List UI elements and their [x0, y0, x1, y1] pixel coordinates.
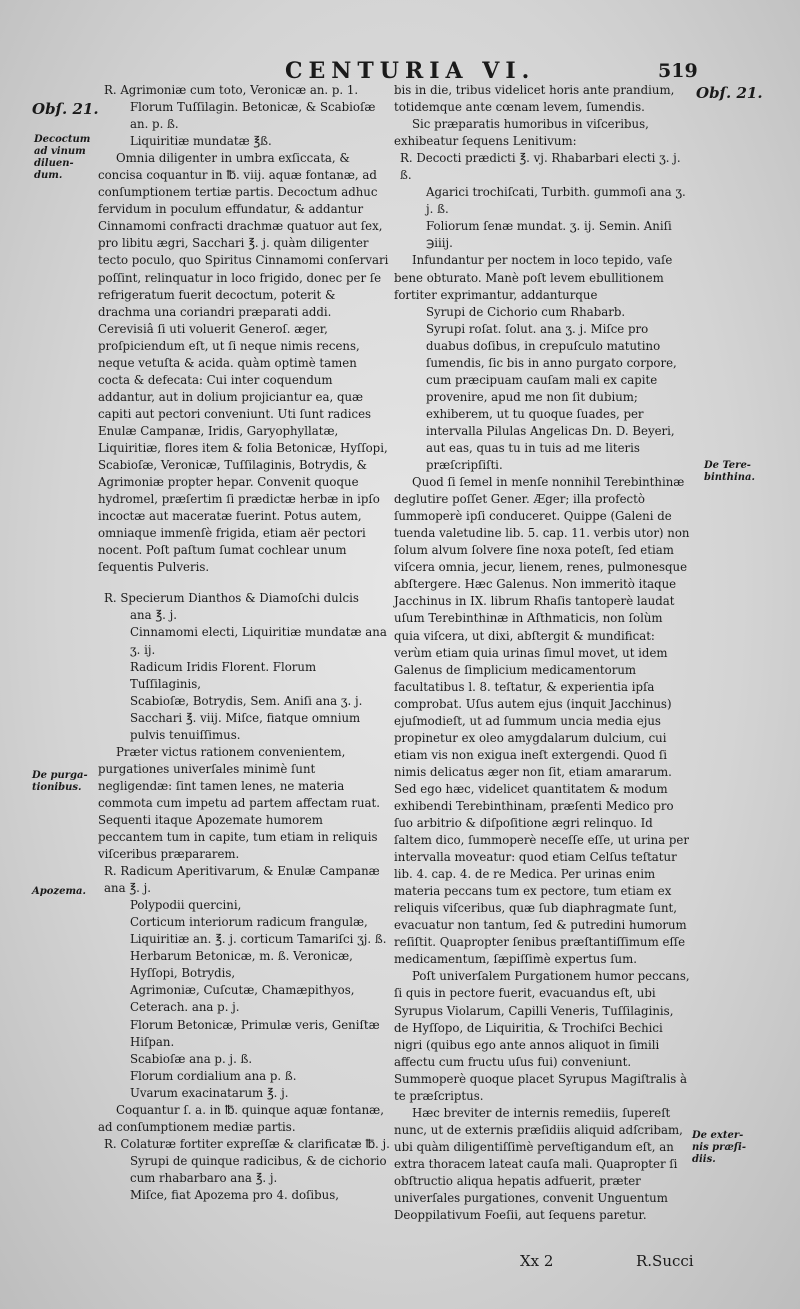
paragraph: Quod ſi ſemel in menſe nonnihil Terebinthinæ deglutire poſſet Gener. Æger; illa profectò ſummoperè ipſi conduceret. Quippe (Galeni de tuenda valetudine lib. 5. cap. 11. verbis utor) non ſolum alvum ſolvere ſine noxa poteſt, ſed etiam viſcera omnia, jecur, lienem, renes, pulmonesque abſtergere. Hæc Galenus. Non immeritò itaque Jacchinus in IX. librum Rhaſis tantoperè laudat uſum Terebinthinæ in Aſthmaticis, non ſolùm quia viſcera, ut dixi, abſtergit & mundificat: verùm etiam quia urinas ſimul movet, ut idem Galenus de ſimplicium medicamentorum facultatibus l. 8. teſtatur, & experientia ipſa comprobat. Uſus autem ejus (inquit Jacchinus) ejuſmodieſt, ut ad ſummum uncia media ejus propinetur ex oleo amygdalarum dulcium, cui etiam vis non exigua ineſt extergendi. Quod ſi nimis delicatus æger non ſit, etiam amararum. Sed ego hæc, videlicet quantitatem & modum exhibendi Terebinthinam, præſenti Medico pro ſuo arbitrio & diſpoſitione ægri relinquo. Id ſaltem dico, ſummoperè neceſſe eſſe, ut urina per intervalla moveatur: quod etiam Celſus teſtatur lib. 4. cap. 4. de re Medica. Per urinas enim materia peccans tum ex pectore, tum etiam ex reliquis viſceribus, quæ ſub diaphragmate ſunt, evacuatur non tantum, ſed & putredini humorum reſiſtit. Quapropter ſenibus præſtantiſſimum eſſe medicamentum, ſæpiſſimè expertus ſum.: [394, 475, 690, 967]
recipe-line: R. Agrimoniæ cum toto, Veronicæ an. p. 1.: [104, 83, 359, 97]
margin-note-purgationibus: [32, 770, 88, 794]
signature-mark: Xx 2: [520, 1252, 554, 1270]
page-number: 519: [658, 60, 698, 82]
ingredient-line: Scabioſæ, Botrydis, Sem. Aniſi ana ʒ. j.: [130, 693, 363, 708]
ingredient-line: Syrupi de Cichorio cum Rhabarb.: [426, 304, 626, 319]
ingredient-line: Syrupi roſat. ſolut. ana ʒ. j. Miſce pro duabus doſibus, in crepuſculo matutino ſumendis, ſic bis in anno purgato corpore, cum præcipuam cauſam mali ex capite provenire, apud me non ſit dubium; exhiberem, ut tu quoque ſuades, per intervalla Pilulas Angelicas Dn. D. Beyeri, aut eas, quas tu in tuis ad me literis præſcripſiſti.: [426, 321, 677, 473]
ingredient-line: Herbarum Betonicæ, m. ß. Veronicæ, Hyſſopi, Botrydis,: [130, 949, 353, 981]
right-column: [394, 82, 690, 1224]
margin-note-line: dum.: [34, 170, 63, 181]
recipe-line: R. Decocti prædicti ℥. vj. Rhabarbari electi ʒ. j. ß.: [400, 151, 681, 183]
ingredient-line: Uvarum exacinatarum ℥. j.: [130, 1085, 289, 1100]
paragraph: Infundantur per noctem in loco tepido, vaſe bene obturato. Manè poſt levem ebullitionem fortiter exprimantur, addanturque: [394, 253, 673, 302]
ingredient-line: Radicum Iridis Florent. Florum Tuſſilaginis,: [130, 659, 317, 691]
ingredient-line: Polypodii quercini,: [130, 898, 242, 913]
ingredient-line: Agarici trochiſcati, Turbith. gummoſi ana ʒ. j. ß.: [426, 185, 686, 217]
margin-note-line: diluen-: [34, 158, 74, 169]
ingredient-line: ana ℥. j.: [130, 608, 177, 623]
ingredient-line: Agrimoniæ, Cuſcutæ, Chamæpithyos,: [130, 983, 355, 998]
catchword: R.Succi: [636, 1252, 694, 1270]
paragraph: Coquantur ſ. a. in ℔. quinque aquæ fontanæ, ad conſumptionem mediæ partis.: [98, 1102, 384, 1134]
paragraph: Poſt univerſalem Purgationem humor peccans, ſi quis in pectore fuerit, evacuandus eſt, ubi Syrupus Violarum, Capilli Veneris, Tuſſilaginis, de Hyſſopo, de Liquiritia, & Trochiſci Bechici nigri (quibus ego ante annos aliquot in ſimili affectu cum fructu uſus fui) conveniunt. Summoperè quoque placet Syrupus Magiſtralis à te præſcriptus.: [394, 969, 690, 1103]
margin-note-decoctum: [34, 134, 90, 182]
margin-note-line: ad vinum: [34, 146, 86, 157]
running-head: CENTURIA VI.: [285, 58, 536, 84]
ingredient-line: Cinnamomi electi, Liquiritiæ mundatæ ana ʒ. ij.: [130, 625, 387, 657]
spacer: [98, 576, 390, 590]
recipe-line: R. Specierum Dianthos & Diamoſchi dulcis: [104, 591, 359, 606]
paragraph: bis in die, tribus videlicet horis ante prandium, totidemque ante cœnam levem, ſumendis.: [394, 83, 675, 115]
ingredient-line: Scabioſæ ana p. j. ß.: [130, 1051, 253, 1066]
ingredient-line: an. p. ß.: [130, 117, 179, 132]
observation-tag-right: Obſ. 21.: [696, 84, 763, 102]
ingredient-line: Florum cordialium ana p. ß.: [130, 1068, 297, 1083]
ingredient-line: Florum Tuſſilagin. Betonicæ, & Scabioſæ: [130, 100, 376, 115]
margin-note-line: Decoctum: [34, 134, 91, 145]
ingredient-line: Foliorum ſenæ mundat. ʒ. ij. Semin. Aniſi ℈iiij.: [426, 219, 672, 251]
ingredient-line: Ceterach. ana p. j.: [130, 1000, 240, 1015]
margin-note-line: De exter-: [692, 1130, 744, 1141]
ingredient-line: Florum Betonicæ, Primulæ veris, Geniſtæ Hiſpan.: [130, 1017, 380, 1049]
ingredient-line: Liquiritiæ mundatæ ℥ß.: [130, 134, 272, 149]
ingredient-line: Liquiritiæ an. ℥. j. corticum Tamariſci ʒj. ß.: [130, 932, 387, 947]
recipe-line: R. Colaturæ fortiter expreſſæ & clarificatæ ℔. j.: [104, 1136, 390, 1151]
margin-note-apozema: Apozema.: [32, 886, 87, 897]
ingredient-line: Corticum interiorum radicum frangulæ,: [130, 915, 368, 930]
ingredient-line: Miſce, fiat Apozema pro 4. doſibus,: [130, 1188, 339, 1202]
paragraph: Hæc breviter de internis remediis, ſupereſt nunc, ut de externis præſidiis aliquid adſcribam, ubi quàm diligentiſſimè perveſtigandum eſt, an extra thoracem lateat cauſa mali. Quapropter ſi obſtructio aliqua hepatis adfuerit, præter univerſales purgationes, convenit Unguentum Deoppilativum Foeſii, aut ſequens paretur.: [394, 1105, 683, 1223]
observation-tag-left: Obſ. 21.: [32, 100, 99, 118]
ingredient-line: Syrupi de quinque radicibus, & de cichorio cum rhabarbaro ana ℥. j.: [130, 1153, 387, 1185]
margin-note-line: tionibus.: [32, 782, 82, 793]
margin-note-terebinthina: [704, 460, 755, 484]
margin-note-line: nis præſi-: [692, 1142, 747, 1153]
margin-note-line: binthina.: [704, 472, 755, 483]
recipe-line: R. Radicum Aperitivarum, & Enulæ Campanæ ana ℥. j.: [104, 864, 380, 896]
paragraph: Præter victus rationem convenientem, purgationes univerſales minimè ſunt negligendæ: ſint tamen lenes, ne materia commota cum impetu ad partem affectam ruat. Sequenti itaque Apozemate humorem peccantem tum in capite, tum etiam in reliquis viſceribus præpararem.: [98, 744, 380, 862]
margin-note-line: diis.: [692, 1154, 716, 1165]
margin-note-externis: [692, 1130, 746, 1166]
margin-note-line: De Tere-: [704, 460, 751, 471]
ingredient-line: Sacchari ℥. viij. Miſce, fiatque omnium pulvis tenuiſſimus.: [130, 710, 361, 742]
paragraph: Omnia diligenter in umbra exſiccata, & concisa coquantur in ℔. viij. aquæ fontanæ, ad conſumptionem tertiæ partis. Decoctum adhuc fervidum in poculum effundatur, & addantur Cinnamomi confracti drachmæ quatuor aut ſex, pro libitu ægri, Sacchari ℥. j. quàm diligenter tecto poculo, quo Spiritus Cinnamomi conſervari poſſint, relinquatur in loco frigido, donec per ſe refrigeratum fuerit decoctum, poterit & drachma una coriandri præparati addi. Cerevisiâ ſi uti voluerit Generoſ. æger, proſpiciendum eſt, ut ſi neque nimis recens, neque vetuſta & acida. quàm optimè tamen cocta & defecata: Cui inter coquendum addantur, aut in dolium projiciantur ea, quæ capiti aut pectori conveniunt. Uti ſunt radices Enulæ Campanæ, Iridis, Garyophyllatæ, Liquiritiæ, flores item & folia Betonicæ, Hyſſopi, Scabioſæ, Veronicæ, Tuſſilaginis, Botrydis, & Agrimoniæ propter hepar. Convenit quoque hydromel, præſertim ſi prædictæ herbæ in ipſo incoctæ aut maceratæ fuerint. Potus autem, omniaque immenſè frigida, etiam aër pectori nocent. Poſt paſtum ſumat cochlear unum ſequentis Pulveris.: [98, 151, 389, 575]
margin-note-line: De purga-: [32, 770, 88, 781]
paragraph: Sic præparatis humoribus in viſceribus, exhibeatur ſequens Lenitivum:: [394, 117, 649, 149]
left-column: [98, 82, 390, 1204]
